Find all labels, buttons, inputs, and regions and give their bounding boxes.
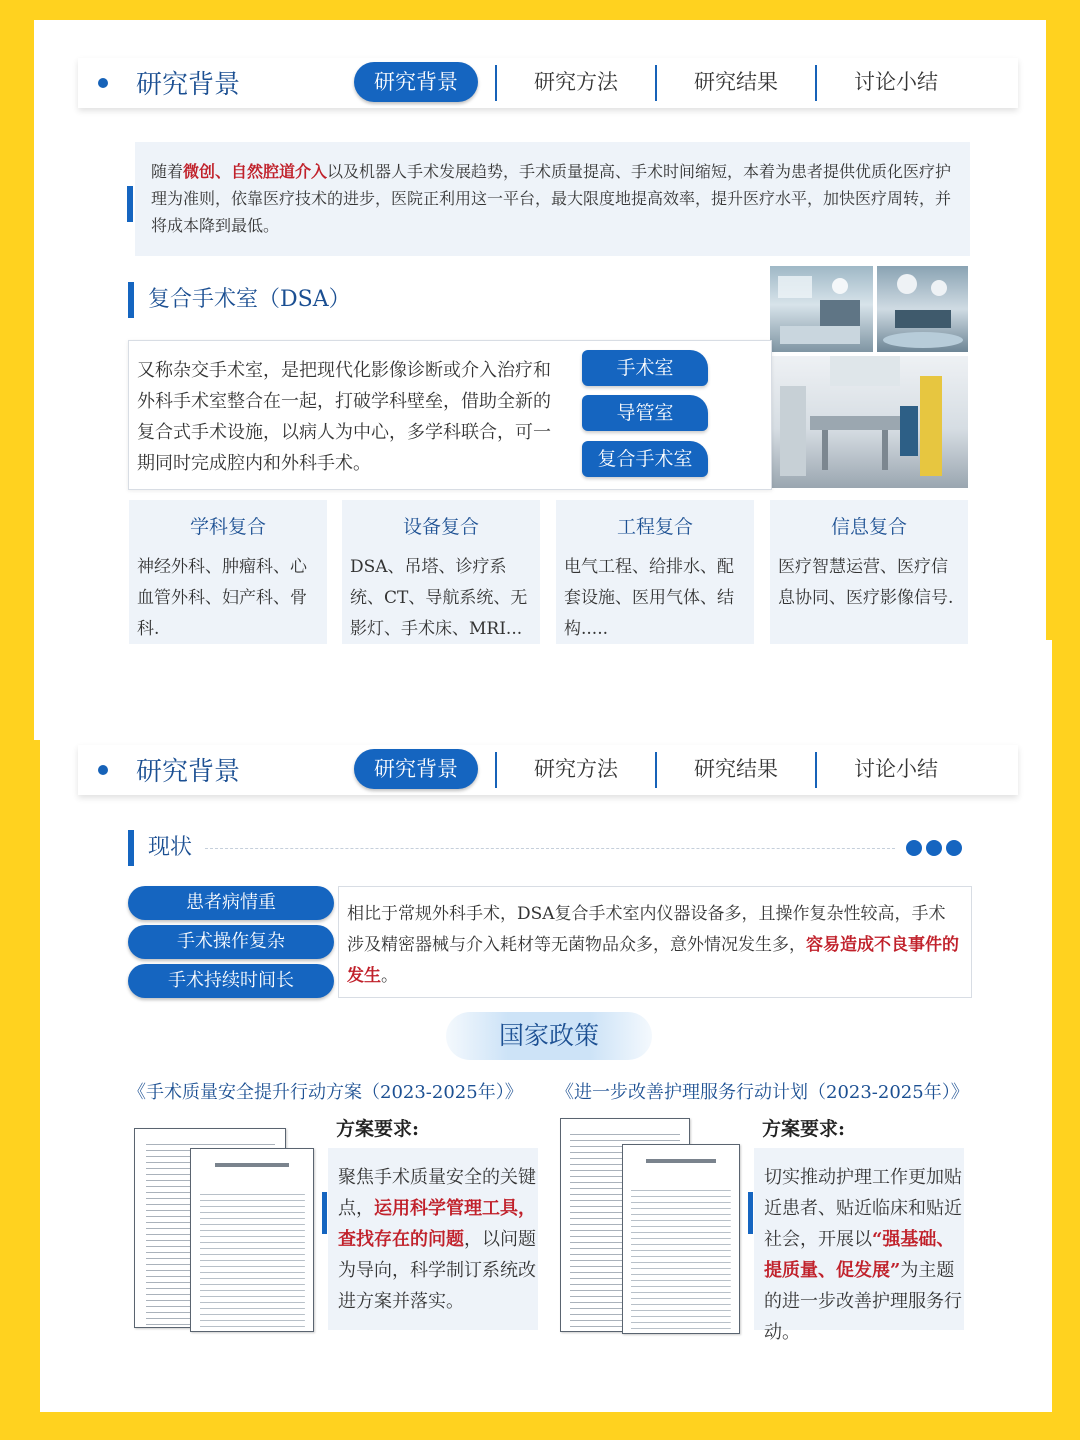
- card-body: 神经外科、肿瘤科、心血管外科、妇产科、骨科.: [137, 557, 307, 639]
- bullet-dot-icon: [98, 78, 108, 88]
- requirement-text: 切实推动护理工作更加贴近患者、贴近临床和贴近社会，开展以“强基础、提质量、促发展”为主题的进一步改善护理服务行动。: [764, 1167, 962, 1343]
- tag-long-duration: 手术持续时间长: [128, 964, 334, 998]
- card-title: 设备复合: [402, 516, 479, 538]
- heading-dash-line: [205, 848, 895, 849]
- operating-room-photo-3: [770, 356, 968, 488]
- requirement-label: 方案要求:: [762, 1118, 846, 1140]
- accent-bar: [748, 1192, 753, 1234]
- tab-divider: [815, 752, 817, 788]
- tab-discussion-summary[interactable]: 讨论小结: [854, 757, 938, 781]
- card-information: [770, 500, 968, 644]
- policy-doc-title-1: 《手术质量安全提升行动方案（2023-2025年）》: [128, 1082, 523, 1103]
- card-title: 工程复合: [616, 516, 693, 538]
- policy-heading: 国家政策: [446, 1012, 652, 1060]
- accent-bar: [322, 1192, 327, 1234]
- section-nav-bottom: [78, 745, 1018, 795]
- card-title: 学科复合: [189, 516, 266, 538]
- policy-document-thumbnail-front: [190, 1148, 314, 1332]
- accent-bar: [127, 186, 133, 222]
- tab-divider: [495, 65, 497, 101]
- card-body: DSA、吊塔、诊疗系统、CT、导航系统、无影灯、手术床、MRI...: [350, 557, 528, 639]
- tab-divider: [655, 65, 657, 101]
- tab-divider: [815, 65, 817, 101]
- intro-text: 随着微创、自然腔道介入以及机器人手术发展趋势，手术质量提高、手术时间缩短，本着为患者提供优质化医疗护理为准则，依靠医疗技术的进步，医院正利用这一平台，最大限度地提高效率，提升医疗水平，加快医疗周转，并将成本降到最低。: [151, 162, 952, 235]
- status-text-box: [338, 886, 972, 998]
- tab-research-methods[interactable]: 研究方法: [534, 757, 618, 781]
- policy-doc-title-2: 《进一步改善护理服务行动计划（2023-2025年）》: [556, 1082, 969, 1103]
- card-equipment: [342, 500, 540, 644]
- section-nav-top: [78, 58, 1018, 108]
- requirement-box-2: [754, 1148, 964, 1343]
- status-heading: 现状: [128, 830, 192, 866]
- pill-operating-room: 手术室: [582, 350, 708, 386]
- dot-icon: [926, 840, 942, 856]
- operating-room-photo-2: [877, 266, 968, 352]
- dot-icon: [906, 840, 922, 856]
- tab-research-background[interactable]: 研究背景: [354, 749, 478, 789]
- tab-divider: [655, 752, 657, 788]
- operating-room-photo-1: [770, 266, 873, 352]
- pill-hybrid-operating-room: 复合手术室: [582, 441, 708, 477]
- tag-severe-condition: 患者病情重: [128, 886, 334, 920]
- tab-divider: [495, 752, 497, 788]
- card-discipline: [129, 500, 327, 644]
- pill-catheter-room: 导管室: [582, 395, 708, 431]
- card-body: 医疗智慧运营、医疗信息协同、医疗影像信号.: [778, 557, 954, 608]
- intro-panel: [135, 142, 970, 256]
- tab-discussion-summary[interactable]: 讨论小结: [854, 70, 938, 94]
- status-text: 相比于常规外科手术，DSA复合手术室内仪器设备多，且操作复杂性较高，手术涉及精密器械与介入耗材等无菌物品众多，意外情况发生多，容易造成不良事件的发生。: [347, 904, 959, 986]
- tab-research-results[interactable]: 研究结果: [694, 70, 778, 94]
- page-title: 研究背景: [136, 70, 241, 100]
- tab-research-results[interactable]: 研究结果: [694, 757, 778, 781]
- requirement-label: 方案要求:: [336, 1118, 420, 1140]
- policy-document-thumbnail-front: [622, 1144, 740, 1334]
- tag-complex-operation: 手术操作复杂: [128, 925, 334, 959]
- tab-research-methods[interactable]: 研究方法: [534, 70, 618, 94]
- page-title: 研究背景: [136, 757, 241, 787]
- requirement-text: 聚焦手术质量安全的关键点，运用科学管理工具，查找存在的问题，以问题为导向，科学制订系统改进方案并落实。: [338, 1167, 536, 1312]
- tab-research-background[interactable]: 研究背景: [354, 62, 478, 102]
- card-title: 信息复合: [830, 516, 907, 538]
- card-body: 电气工程、给排水、配套设施、医用气体、结构.....: [564, 557, 734, 639]
- dsa-description: 又称杂交手术室，是把现代化影像诊断或介入治疗和外科手术室整合在一起，打破学科壁垒，借助全新的复合式手术设施，以病人为中心，多学科联合，可一期同时完成腔内和外科手术。: [137, 360, 551, 474]
- dsa-heading: 复合手术室（DSA）: [128, 282, 351, 318]
- dot-icon: [946, 840, 962, 856]
- card-engineering: [556, 500, 754, 644]
- bullet-dot-icon: [98, 765, 108, 775]
- requirement-box-1: [328, 1148, 538, 1330]
